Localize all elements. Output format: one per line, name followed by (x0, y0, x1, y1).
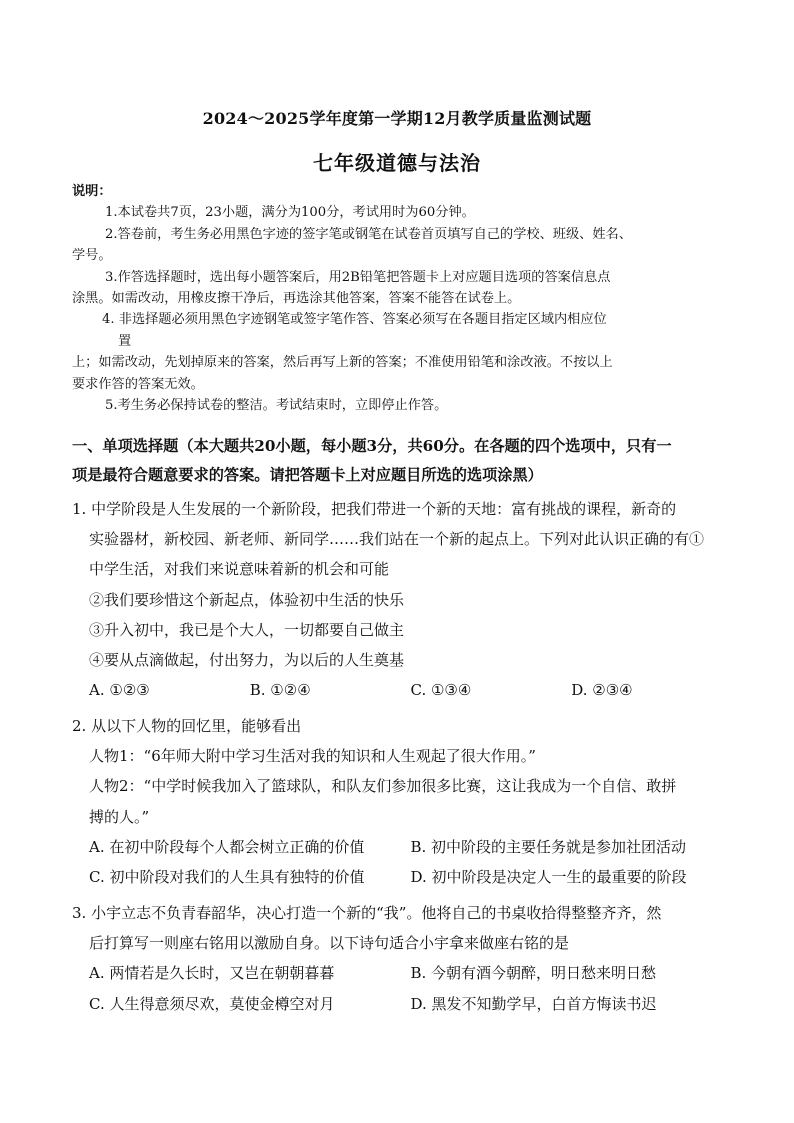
answer-options (72, 832, 732, 862)
option-a[interactable]: A. ①②③ (89, 681, 150, 700)
instruction-line: 3.作答选择题时，选出每小题答案后，用2B铅笔把答题卡上对应题目选项的答案信息点 (105, 269, 611, 285)
section-heading-line: 项是最符合题意要求的答案。请把答题卡上对应题目所选的选项涂黑） (72, 466, 543, 484)
instruction-line: 上；如需改动，先划掉原来的答案，然后再写上新的答案；不准使用铅笔和涂改液。不按以上 (72, 355, 613, 371)
section-heading (72, 432, 732, 490)
question-statement: ③升入初中，我已是个大人，一切都要自己做主 (89, 620, 405, 639)
question-stem: 实验器材，新校园、新老师、新同学……我们站在一个新的起点上。下列对此认识正确的有① (89, 530, 705, 549)
option-b[interactable]: B. 初中阶段的主要任务就是参加社团活动 (410, 837, 687, 856)
answer-options (72, 958, 732, 988)
option-b[interactable]: B. 今朝有酒今朝醉，明日愁来明日愁 (410, 964, 657, 983)
question-stem: 后打算写一则座右铭用以激励自身。以下诗句适合小宇拿来做座右铭的是 (89, 934, 570, 953)
question-statement: 中学生活，对我们来说意味着新的机会和可能 (89, 560, 390, 579)
instruction-line: 学号。 (72, 248, 112, 264)
option-d[interactable]: D. 黑发不知勤学早，白首方悔读书迟 (410, 994, 657, 1013)
subject-title: 七年级道德与法治 (313, 151, 481, 175)
option-a[interactable]: A. 两情若是久长时，又岂在朝朝暮暮 (89, 964, 335, 983)
instruction-line: 置 (118, 333, 132, 349)
instructions (72, 181, 732, 416)
question-quote: 搏的人。” (89, 807, 150, 826)
instruction-line: 4. 非选择题必须用黑色字迹钢笔或签字笔作答、答案必须写在各题目指定区域内相应位 (102, 312, 607, 328)
question-quote: 人物2：“中学时候我加入了篮球队，和队友们参加很多比赛，这让我成为一个自信、敢拼 (89, 777, 677, 796)
option-b[interactable]: B. ①②④ (249, 681, 311, 700)
answer-options (72, 989, 732, 1019)
option-a[interactable]: A. 在初中阶段每个人都会树立正确的价值 (89, 837, 365, 856)
question-2 (72, 711, 732, 892)
question-statement: ④要从点滴做起，付出努力，为以后的人生奠基 (89, 651, 405, 670)
option-c[interactable]: C. ①③④ (410, 681, 472, 700)
option-c[interactable]: C. 人生得意须尽欢，莫使金樽空对月 (89, 994, 335, 1013)
instruction-line: 2.答卷前，考生务必用黑色字迹的签字笔或钢笔在试卷首页填写自己的学校、班级、姓名、 (105, 226, 632, 242)
instruction-line: 5.考生务必保持试卷的整洁。考试结束时，立即停止作答。 (105, 398, 448, 414)
section-heading-line: 一、单项选择题（本大题共20小题，每小题3分，共60分。在各题的四个选项中，只有一 (72, 437, 672, 455)
answer-options (72, 862, 732, 892)
question-stem: 2. 从以下人物的回忆里，能够看出 (72, 717, 302, 735)
question-statement: ②我们要珍惜这个新起点，体验初中生活的快乐 (89, 590, 405, 609)
question-1 (72, 494, 732, 705)
option-c[interactable]: C. 初中阶段对我们的人生具有独特的价值 (89, 868, 365, 887)
question-quote: 人物1：“6年师大附中学习生活对我的知识和人生观起了很大作用。” (89, 747, 536, 766)
instruction-line: 要求作答的答案无效。 (72, 376, 204, 392)
question-stem: 3. 小宇立志不负青春韶华，决心打造一个新的“我”。他将自己的书桌收拾得整整齐齐，然 (72, 904, 662, 922)
question-stem: 1. 中学阶段是人生发展的一个新阶段，把我们带进一个新的天地：富有挑战的课程，新奇的 (72, 500, 677, 518)
question-3 (72, 898, 732, 1019)
option-d[interactable]: D. 初中阶段是决定人一生的最重要的阶段 (410, 868, 687, 887)
answer-options (72, 675, 732, 705)
exam-title: 2024～2025学年度第一学期12月教学质量监测试题 (202, 109, 592, 128)
instructions-label: 说明： (72, 184, 112, 199)
instruction-line: 1.本试卷共7页，23小题，满分为100分，考试用时为60分钟。 (105, 205, 475, 221)
option-d[interactable]: D. ②③④ (571, 681, 633, 700)
instruction-line: 涂黑。如需改动，用橡皮擦干净后，再选涂其他答案，答案不能答在试卷上。 (72, 291, 521, 307)
